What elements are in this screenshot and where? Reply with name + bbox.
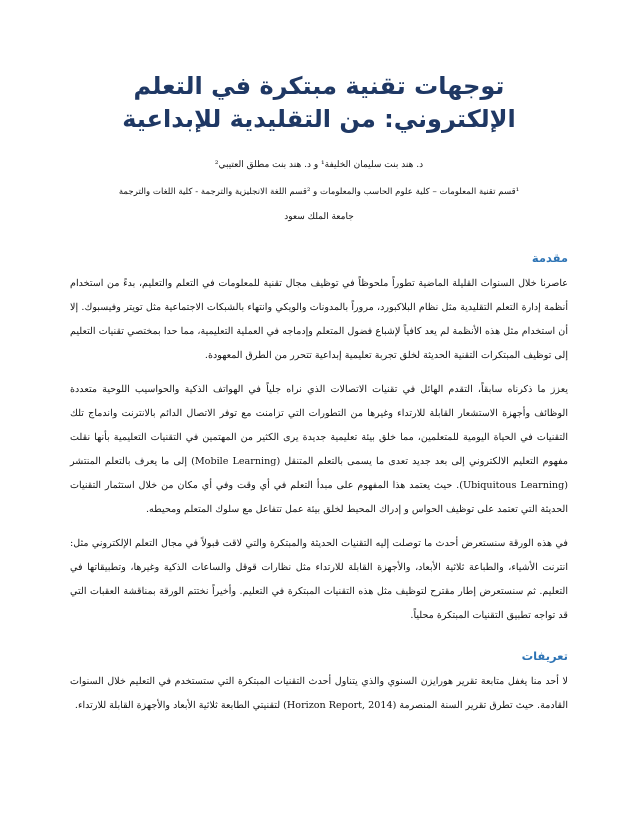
university-name: جامعة الملك سعود [284, 212, 354, 222]
affiliation-line: ¹قسم تقنية المعلومات – كلية علوم الحاسب والمعلومات و ²قسم اللغة الانجليزية والترجمة - كلية اللغات والترجمة [118, 187, 520, 197]
intro-paragraph: يعزز ما ذكرناه سابقاً، التقدم الهائل في تقنيات الاتصالات الذي نراه جلياً في الهواتف الذكية والحواسيب اللوحية متعددة الوظائف وأجهزة الاستشعار القابلة للارتداء وغيرها من التطورات التي تزامنت مع توفر الاتصال الدائم بالانترنت واندماج تلك التقنيات في الحياة اليومية للمتعلمين، مما خلق بيئة تعليمية جديدة يرى الكثير من المهتمين في التقنيات التعليمية بأنها نقلت مفهوم التعليم الالكتروني إلى بعد جديد تعدى ما يسمى بالتعلم المتنقل (Mobile Learning) إلى ما يعرف بالتعلم المنتشر (Ubiquitous Learning). حيث يعتمد هذا المفهوم على مبدأ التعلم في أي وقت وفي أي مكان من خلال استثمار التقنيات الحديثة التي تعتمد على توظيف الحواس و إدراك المحيط لخلق بيئة عمل تتفاعل مع سلوك المتعلم ومحيطه. [70, 384, 569, 515]
definitions-paragraph: لا أحد منا يغفل متابعة تقرير هورايزن السنوي والذي يتناول أحدث التقنيات المبتكرة التي ستستخدم في التعليم خلال السنوات القادمة. حيث تطرق تقرير السنة المنصرمة (Horizon Report, 2014) لتقنيتي الطابعة ثلاثية الأبعاد والأجهزة القابلة للارتداء. [70, 676, 568, 711]
paper-title: توجهات تقنية مبتكرة في التعلم الإلكتروني: من التقليدية للإبداعية [122, 72, 516, 133]
authors-line: د. هند بنت سليمان الخليفة¹ و د. هند بنت مطلق العتيبي² [214, 160, 424, 170]
intro-paragraph: في هذه الورقة سنستعرض أحدث ما توصلت إليه التقنيات الحديثة والمبتكرة والتي لاقت قبولاً في مجال التعلم الإلكتروني مثل: انترنت الأشياء، والطباعة ثلاثية الأبعاد، والأجهزة القابلة للارتداء مثل نظارات قوقل والساعات الذكية وغيرها، وتطبيقاتها في التعليم. ثم سنستعرض إطار مقترح لتوظيف مثل هذه التقنيات المبتكرة في التعليم. وأخيراً نختتم الورقة بمناقشة العقبات التي قد تواجه تطبيق التقنيات المبتكرة محلياً. [70, 538, 568, 621]
section-heading-definitions: تعريفات [521, 649, 568, 663]
section-heading-intro: مقدمة [531, 251, 568, 265]
intro-paragraph: عاصرنا خلال السنوات القليلة الماضية تطوراً ملحوظاً في توظيف مجال تقنية للمعلومات في التعلم والتعليم، بدءً من استخدام أنظمة إدارة التعلم التقليدية مثل نظام البلاكبورد، مروراً بالمدونات والويكي وانتهاء بالشبكات الاجتماعية مثل تويتر وفيسبوك. إلا أن استخدام مثل هذه الأنظمة لم يعد كافياً لإشباع فضول المتعلم وإدماجه في العملية التعليمية، مما حدا بمختصي تقنيات التعليم إلى توظيف المبتكرات التقنية الحديثة لخلق تجربة تعليمية إبداعية تتحرر من الطرق المعهودة. [70, 278, 568, 361]
